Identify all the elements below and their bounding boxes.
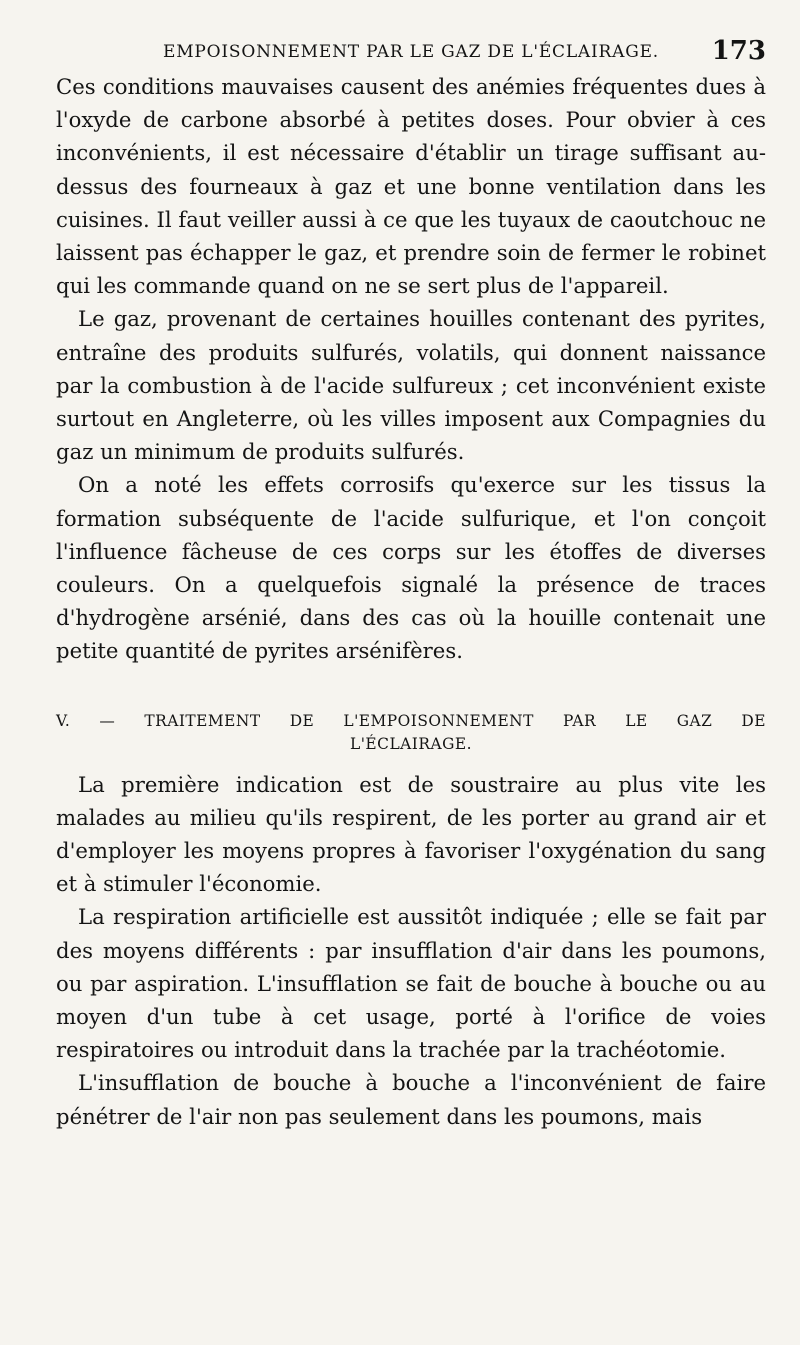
paragraph: La respiration artificielle est aussitôt indiquée ; elle se fait par des moyens différents : par insufflation d'air dans les poumons, ou par aspiration. L'insufflation se fait de bouche à bouche ou au moyen d'un tube à cet usage, porté à l'orifice de voies respiratoires ou introduit dans la trachée par la trachéotomie.	[56, 904, 766, 1063]
section-heading-line: V. — TRAITEMENT DE L'EMPOISONNEMENT PAR LE GAZ DE	[56, 711, 766, 730]
page-header	[56, 36, 766, 70]
paragraph: On a noté les effets corrosifs qu'exerce sur les tissus la formation subséquente de l'acide sulfurique, et l'on conçoit l'influence fâcheuse de ces corps sur les étoffes de diverses couleurs. On a quelquefois signalé la présence de traces d'hydrogène arsénié, dans des cas où la houille contenait une petite quantité de pyrites arsénifères.	[56, 472, 766, 664]
body-text	[56, 70, 766, 1133]
paragraph-continued: Ces conditions mauvaises causent des anémies fréquentes dues à l'oxyde de carbone absorbé à petites doses. Pour obvier à ces inconvénients, il est nécessaire d'établir un tirage suffisant au-dessus des fourneaux à gaz et une bonne ventilation dans les cuisines. Il faut veiller aussi à ce que les tuyaux de caoutchouc ne laissent pas échapper le gaz, et prendre soin de fermer le robinet qui les commande quand on ne se sert plus de l'appareil.	[56, 74, 766, 299]
paragraph: Le gaz, provenant de certaines houilles contenant des pyrites, entraîne des produits sulfurés, volatils, qui donnent naissance par la combustion à de l'acide sulfureux ; cet inconvénient existe surtout en Angleterre, où les villes imposent aux Compagnies du gaz un minimum de produits sulfurés.	[56, 306, 766, 465]
page-number: 173	[711, 36, 766, 66]
section-heading	[56, 710, 766, 756]
running-title: EMPOISONNEMENT PAR LE GAZ DE L'ÉCLAIRAGE.	[163, 42, 659, 62]
paragraph: La première indication est de soustraire au plus vite les malades au milieu qu'ils respirent, de les porter au grand air et d'employer les moyens propres à favoriser l'oxygénation du sang et à stimuler l'économie.	[56, 771, 766, 897]
paragraph: L'insufflation de bouche à bouche a l'inconvénient de faire pénétrer de l'air non pas seulement dans les poumons, mais	[56, 1070, 766, 1129]
section-heading-line: L'ÉCLAIRAGE.	[349, 734, 472, 753]
